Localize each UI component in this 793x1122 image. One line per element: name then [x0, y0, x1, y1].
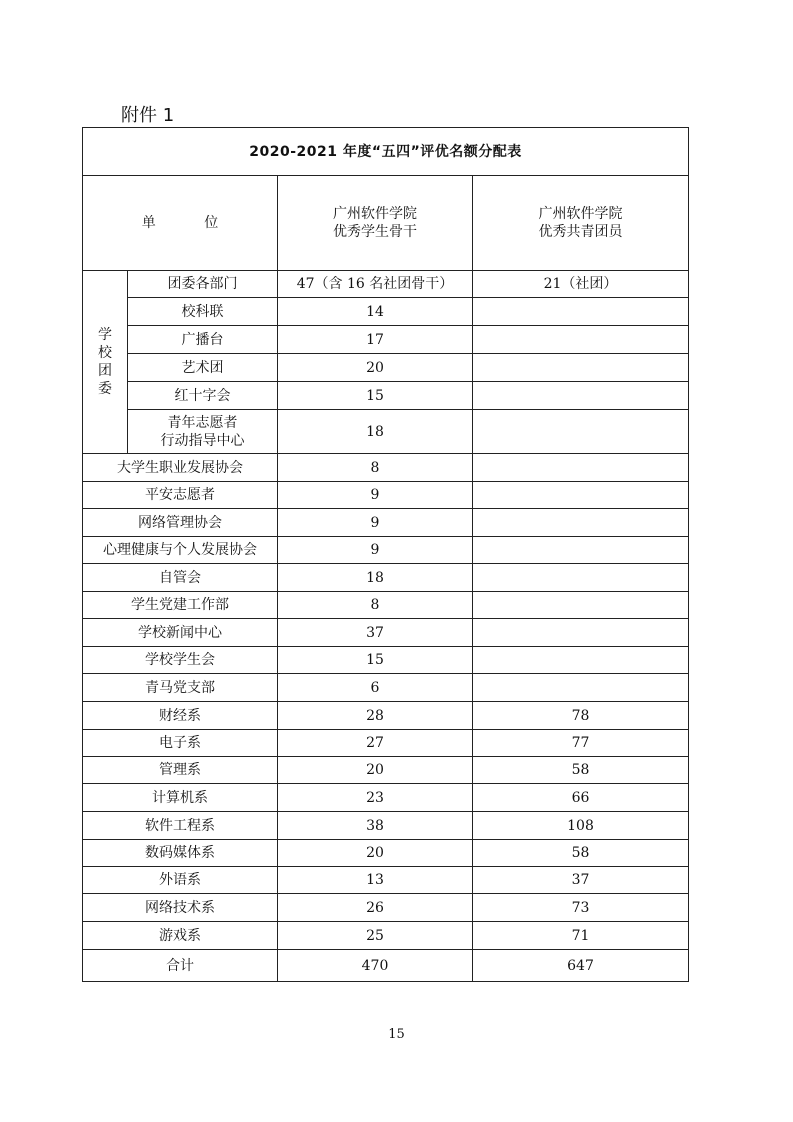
header-outstanding-member: 广州软件学院 优秀共青团员 [473, 176, 689, 271]
backbone-quota-cell: 47（含 16 名社团骨干） [278, 271, 473, 298]
unit-cell: 电子系 [83, 730, 278, 757]
table-row [83, 326, 689, 354]
backbone-quota-cell: 6 [278, 674, 473, 702]
table-row [83, 784, 689, 812]
backbone-quota-cell: 20 [278, 840, 473, 867]
table-row [83, 619, 689, 647]
backbone-quota-cell: 37 [278, 619, 473, 647]
table-row [83, 382, 689, 410]
member-quota-cell [473, 537, 689, 564]
table-row [83, 922, 689, 950]
table-row [83, 454, 689, 482]
page-number: 15 [388, 1027, 405, 1042]
member-quota-cell [473, 619, 689, 647]
unit-cell: 财经系 [83, 702, 278, 730]
unit-cell: 软件工程系 [83, 812, 278, 840]
table-row [83, 757, 689, 784]
member-quota-cell [473, 410, 689, 454]
member-quota-cell [473, 564, 689, 592]
attachment-label: 附件 1 [121, 105, 175, 126]
quota-table [82, 127, 689, 982]
member-quota-cell: 37 [473, 867, 689, 894]
unit-cell: 团委各部门 [128, 271, 278, 298]
title-row [83, 128, 689, 176]
backbone-quota-cell: 9 [278, 509, 473, 537]
unit-cell: 红十字会 [128, 382, 278, 410]
member-quota-cell: 108 [473, 812, 689, 840]
backbone-quota-cell: 8 [278, 454, 473, 482]
backbone-quota-cell: 26 [278, 894, 473, 922]
table-row [83, 894, 689, 922]
unit-cell: 学校学生会 [83, 647, 278, 674]
table-row [83, 840, 689, 867]
unit-cell: 心理健康与个人发展协会 [83, 537, 278, 564]
total-row [83, 950, 689, 982]
unit-cell: 青马党支部 [83, 674, 278, 702]
unit-cell: 网络管理协会 [83, 509, 278, 537]
member-quota-cell [473, 382, 689, 410]
table-row [83, 509, 689, 537]
member-quota-cell [473, 482, 689, 509]
total-backbone-cell: 470 [278, 950, 473, 982]
backbone-quota-cell: 20 [278, 354, 473, 382]
member-quota-cell: 78 [473, 702, 689, 730]
backbone-quota-cell: 18 [278, 564, 473, 592]
table-row [83, 812, 689, 840]
unit-cell: 大学生职业发展协会 [83, 454, 278, 482]
member-quota-cell: 73 [473, 894, 689, 922]
table-row [83, 674, 689, 702]
backbone-quota-cell: 8 [278, 592, 473, 619]
backbone-quota-cell: 9 [278, 537, 473, 564]
unit-cell: 游戏系 [83, 922, 278, 950]
member-quota-cell [473, 674, 689, 702]
unit-cell: 管理系 [83, 757, 278, 784]
table-row [83, 564, 689, 592]
unit-cell: 计算机系 [83, 784, 278, 812]
backbone-quota-cell: 27 [278, 730, 473, 757]
member-quota-cell: 58 [473, 757, 689, 784]
table-row [83, 271, 689, 298]
header-unit: 单 位 [83, 176, 278, 271]
table-title: 2020-2021 年度“五四”评优名额分配表 [83, 128, 689, 176]
unit-cell: 广播台 [128, 326, 278, 354]
table-row [83, 482, 689, 509]
member-quota-cell [473, 354, 689, 382]
group-label-school-league: 学 校 团 委 [83, 271, 128, 454]
backbone-quota-cell: 17 [278, 326, 473, 354]
table-row [83, 410, 689, 454]
member-quota-cell [473, 454, 689, 482]
table-row [83, 867, 689, 894]
total-member-cell: 647 [473, 950, 689, 982]
table-row [83, 647, 689, 674]
backbone-quota-cell: 38 [278, 812, 473, 840]
total-label-cell: 合计 [83, 950, 278, 982]
member-quota-cell: 71 [473, 922, 689, 950]
unit-cell: 艺术团 [128, 354, 278, 382]
backbone-quota-cell: 20 [278, 757, 473, 784]
unit-cell: 学生党建工作部 [83, 592, 278, 619]
backbone-quota-cell: 25 [278, 922, 473, 950]
unit-cell: 自管会 [83, 564, 278, 592]
backbone-quota-cell: 15 [278, 647, 473, 674]
backbone-quota-cell: 18 [278, 410, 473, 454]
member-quota-cell: 66 [473, 784, 689, 812]
member-quota-cell: 58 [473, 840, 689, 867]
backbone-quota-cell: 28 [278, 702, 473, 730]
backbone-quota-cell: 14 [278, 298, 473, 326]
table-row [83, 702, 689, 730]
member-quota-cell [473, 326, 689, 354]
unit-cell: 数码媒体系 [83, 840, 278, 867]
unit-cell: 校科联 [128, 298, 278, 326]
member-quota-cell [473, 509, 689, 537]
backbone-quota-cell: 9 [278, 482, 473, 509]
unit-cell: 学校新闻中心 [83, 619, 278, 647]
header-row [83, 176, 689, 271]
backbone-quota-cell: 15 [278, 382, 473, 410]
member-quota-cell [473, 647, 689, 674]
unit-cell: 青年志愿者 行动指导中心 [128, 410, 278, 454]
backbone-quota-cell: 13 [278, 867, 473, 894]
backbone-quota-cell: 23 [278, 784, 473, 812]
table-row [83, 730, 689, 757]
unit-cell: 外语系 [83, 867, 278, 894]
table-row [83, 592, 689, 619]
member-quota-cell: 21（社团） [473, 271, 689, 298]
member-quota-cell: 77 [473, 730, 689, 757]
table-row [83, 298, 689, 326]
header-outstanding-backbone: 广州软件学院 优秀学生骨干 [278, 176, 473, 271]
member-quota-cell [473, 592, 689, 619]
table-row [83, 537, 689, 564]
unit-cell: 网络技术系 [83, 894, 278, 922]
unit-cell: 平安志愿者 [83, 482, 278, 509]
table-row [83, 354, 689, 382]
member-quota-cell [473, 298, 689, 326]
